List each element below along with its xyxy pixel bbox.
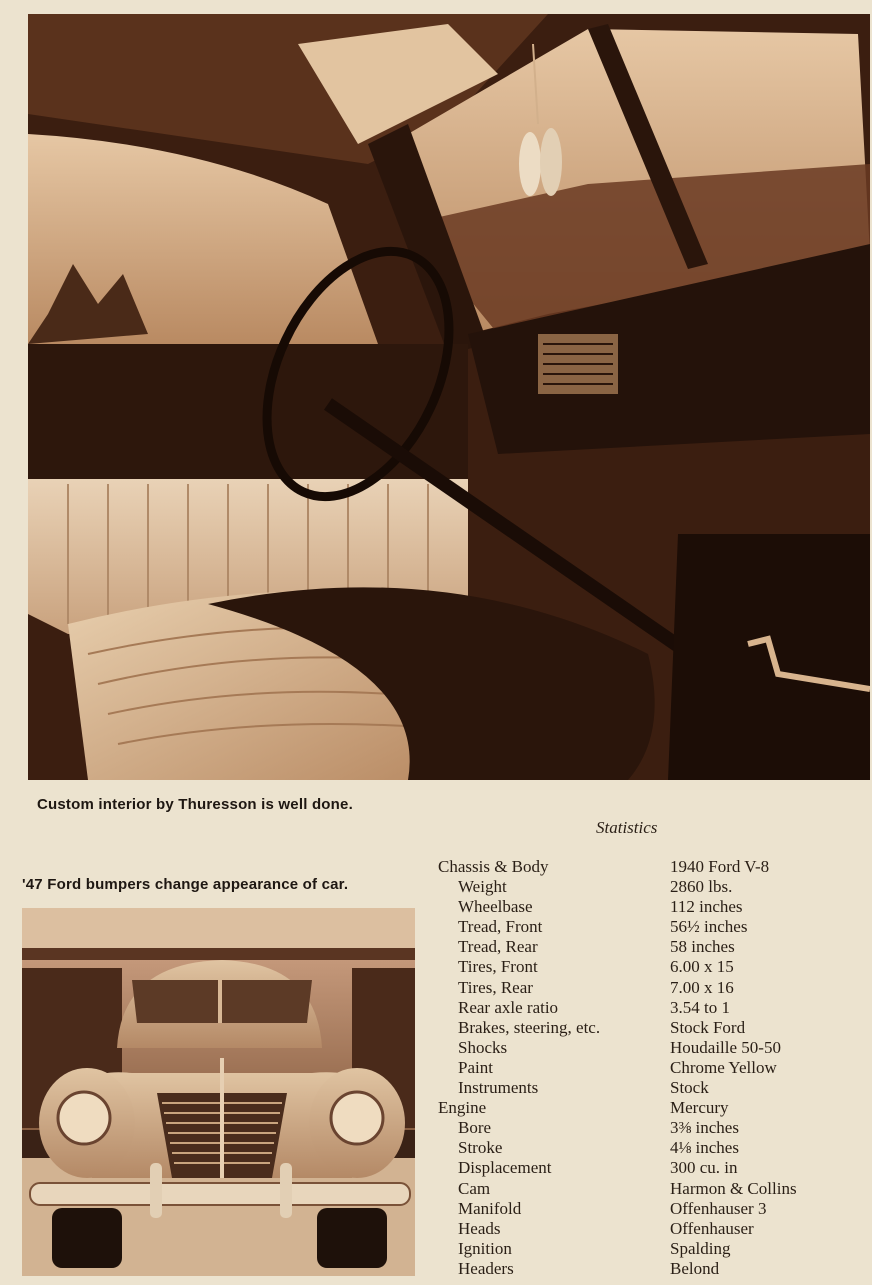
statistics-label: Tread, Rear	[458, 937, 538, 957]
statistics-label: Bore	[458, 1118, 492, 1138]
statistics-table	[438, 857, 868, 1279]
statistics-value: Belond	[670, 1258, 720, 1278]
statistics-value: Spalding	[670, 1238, 731, 1258]
statistics-value: Stock	[670, 1078, 709, 1098]
statistics-value: 56½ inches	[670, 917, 748, 937]
statistics-value: 6.00 x 15	[670, 957, 734, 977]
statistics-label: Chassis & Body	[438, 857, 549, 876]
statistics-row	[438, 1118, 868, 1138]
bumpers-caption: '47 Ford bumpers change appearance of car.	[22, 876, 349, 893]
statistics-label: Rear axle ratio	[458, 997, 559, 1017]
statistics-label: Heads	[458, 1218, 501, 1238]
statistics-value: 3.54 to 1	[670, 997, 730, 1017]
statistics-value: Mercury	[670, 1098, 729, 1118]
statistics-label: Headers	[458, 1258, 514, 1278]
statistics-label: Tires, Front	[458, 957, 538, 977]
statistics-row	[438, 1158, 868, 1178]
statistics-value: Chrome Yellow	[670, 1057, 777, 1077]
statistics-row	[438, 1098, 868, 1118]
statistics-row	[438, 978, 868, 998]
statistics-value: Offenhauser 3	[670, 1198, 767, 1218]
statistics-label: Tires, Rear	[458, 977, 533, 997]
statistics-row	[438, 1058, 868, 1078]
statistics-row	[438, 1018, 868, 1038]
statistics-row	[438, 1239, 868, 1259]
statistics-row	[438, 1138, 868, 1158]
statistics-label: Shocks	[458, 1037, 508, 1057]
statistics-row	[438, 877, 868, 897]
statistics-value: 7.00 x 16	[670, 977, 734, 997]
statistics-label: Paint	[458, 1057, 493, 1077]
statistics-value: 58 inches	[670, 937, 735, 957]
statistics-label: Brakes, steering, etc.	[458, 1017, 601, 1037]
statistics-row	[438, 917, 868, 937]
statistics-label: Weight	[458, 877, 507, 897]
statistics-row	[438, 1199, 868, 1219]
statistics-label: Displacement	[458, 1158, 552, 1178]
statistics-label: Wheelbase	[458, 897, 533, 917]
statistics-value: Harmon & Collins	[670, 1178, 797, 1198]
statistics-label: Cam	[458, 1178, 491, 1198]
statistics-label: Stroke	[458, 1138, 503, 1158]
statistics-value: 1940 Ford V-8	[670, 857, 770, 876]
statistics-value: 2860 lbs.	[670, 877, 733, 897]
statistics-value: 112 inches	[670, 897, 743, 917]
statistics-row	[438, 1219, 868, 1239]
statistics-label: Manifold	[458, 1198, 522, 1218]
statistics-value: 300 cu. in	[670, 1158, 738, 1178]
interior-caption: Custom interior by Thuresson is well done.	[37, 796, 353, 813]
statistics-label: Engine	[438, 1098, 487, 1118]
statistics-label: Ignition	[458, 1238, 512, 1258]
statistics-heading: Statistics	[596, 818, 658, 837]
statistics-label: Tread, Front	[458, 917, 543, 937]
statistics-value: Offenhauser	[670, 1218, 754, 1238]
statistics-row	[438, 897, 868, 917]
statistics-row	[438, 957, 868, 977]
statistics-row	[438, 1179, 868, 1199]
statistics-value: 4⅛ inches	[670, 1138, 739, 1158]
car-front-photo	[22, 908, 415, 1276]
statistics-row	[438, 998, 868, 1018]
statistics-value: Stock Ford	[670, 1017, 746, 1037]
statistics-row	[438, 857, 868, 877]
statistics-row	[438, 1038, 868, 1058]
statistics-row	[438, 1078, 868, 1098]
interior-photo	[28, 14, 870, 780]
statistics-label: Instruments	[458, 1078, 539, 1098]
statistics-row	[438, 1259, 868, 1279]
statistics-value: Houdaille 50-50	[670, 1037, 781, 1057]
statistics-value: 3⅜ inches	[670, 1118, 739, 1138]
statistics-row	[438, 937, 868, 957]
